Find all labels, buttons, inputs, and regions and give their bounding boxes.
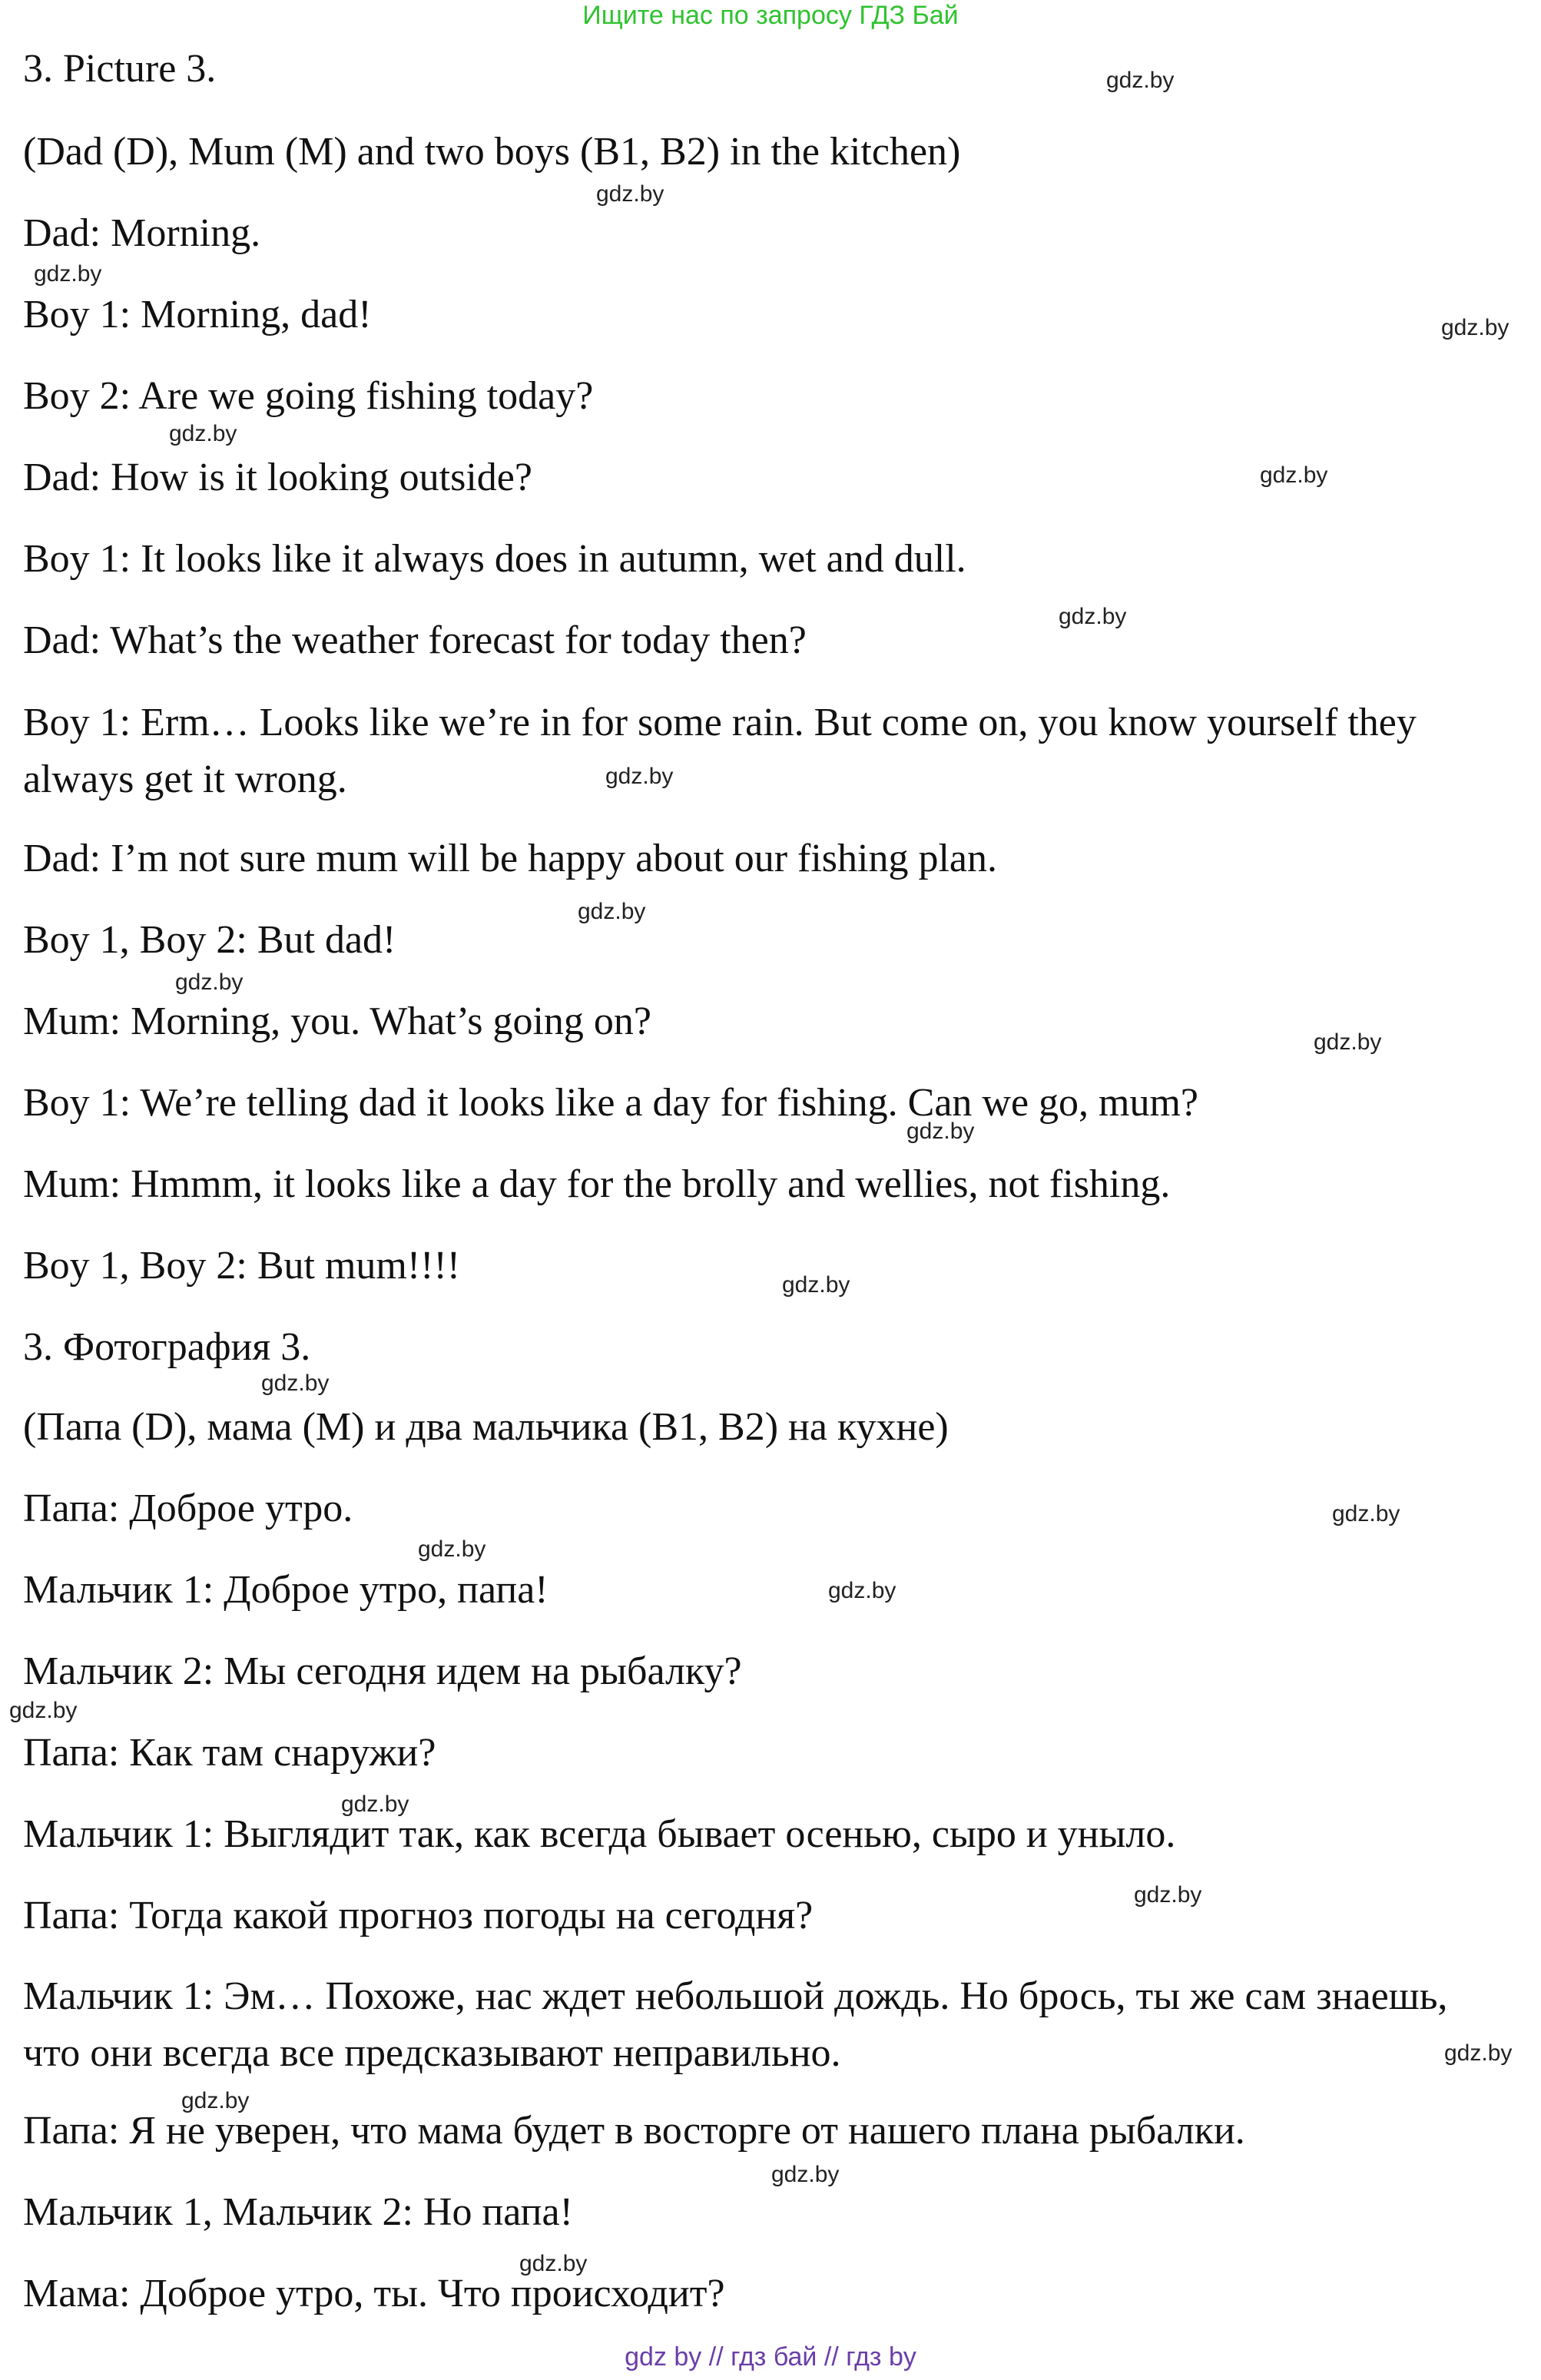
watermark: gdz.by [1106,68,1175,93]
dialogue-line: Dad: Morning. [23,211,261,255]
watermark: gdz.by [1441,315,1510,340]
dialogue-line: Boy 1, Boy 2: But mum!!!! [23,1244,461,1288]
dialogue-line: Папа: Как там снаружи? [23,1731,436,1775]
dialogue-line: Boy 1: Erm… Looks like we’re in for some rain. But come on, you know yourself they always get it wrong. [23,701,1417,801]
watermark: gdz.by [1444,2040,1513,2066]
dialogue-line: Mum: Morning, you. What’s going on? [23,999,652,1043]
dialogue-line: Dad: What’s the weather forecast for today then? [23,618,807,662]
watermark: gdz.by [1134,1882,1202,1908]
dialogue-line: Dad: I’m not sure mum will be happy about our fishing plan. [23,837,998,880]
dialogue-line: Boy 1: Morning, dad! [23,293,372,336]
watermark: gdz.by [261,1371,330,1396]
russian-scene: (Папа (D), мама (M) и два мальчика (B1, B2) на кухне) [23,1405,949,1449]
dialogue-line: Мальчик 2: Мы сегодня идем на рыбалку? [23,1649,742,1693]
dialogue-line: Boy 2: Are we going fishing today? [23,374,594,418]
watermark: gdz.by [341,1792,409,1817]
footer-links[interactable]: gdz by // гдз бай // гдз by [625,2342,916,2372]
watermark: gdz.by [418,1536,486,1562]
watermark: gdz.by [175,970,244,995]
english-scene: (Dad (D), Mum (M) and two boys (B1, B2) in the kitchen) [23,130,961,174]
dialogue-line: Mum: Hmmm, it looks like a day for the brolly and wellies, not fishing. [23,1162,1171,1206]
dialogue-line: Мальчик 1: Выглядит так, как всегда бывает осенью, сыро и уныло. [23,1812,1176,1856]
search-banner[interactable]: Ищите нас по запросу ГДЗ Бай [582,1,959,30]
watermark: gdz.by [9,1698,78,1723]
dialogue-line: Папа: Я не уверен, что мама будет в восторге от нашего плана рыбалки. [23,2109,1245,2153]
dialogue-line: Папа: Тогда какой прогноз погоды на сегодня? [23,1894,814,1937]
dialogue-line: Мальчик 1: Эм… Похоже, нас ждет небольшой дождь. Но брось, ты же сам знаешь, что они всегда все предсказывают неправильно. [23,1974,1448,2075]
dialogue-line: Boy 1, Boy 2: But dad! [23,918,396,962]
watermark: gdz.by [771,2162,840,2187]
watermark: gdz.by [1059,604,1127,629]
watermark: gdz.by [906,1119,975,1144]
dialogue-line: Мальчик 1, Мальчик 2: Но папа! [23,2190,573,2234]
watermark: gdz.by [1260,462,1328,488]
watermark: gdz.by [605,764,674,789]
watermark: gdz.by [578,899,646,924]
watermark: gdz.by [1332,1501,1400,1526]
watermark: gdz.by [782,1272,850,1298]
dialogue-line: Boy 1: It looks like it always does in autumn, wet and dull. [23,537,966,581]
watermark: gdz.by [181,2088,250,2113]
dialogue-line: Папа: Доброе утро. [23,1487,353,1530]
dialogue-line: Boy 1: We’re telling dad it looks like a day for fishing. Can we go, mum? [23,1081,1199,1125]
watermark: gdz.by [34,261,102,287]
watermark: gdz.by [828,1578,896,1603]
dialogue-line: Мальчик 1: Доброе утро, папа! [23,1568,548,1612]
watermark: gdz.by [1314,1029,1382,1055]
watermark: gdz.by [519,2251,588,2276]
russian-heading: 3. Фотография 3. [23,1325,311,1369]
english-heading: 3. Picture 3. [23,47,217,91]
dialogue-line: Мама: Доброе утро, ты. Что происходит? [23,2272,725,2315]
watermark: gdz.by [169,421,237,446]
watermark: gdz.by [596,181,664,207]
dialogue-line: Dad: How is it looking outside? [23,456,532,499]
